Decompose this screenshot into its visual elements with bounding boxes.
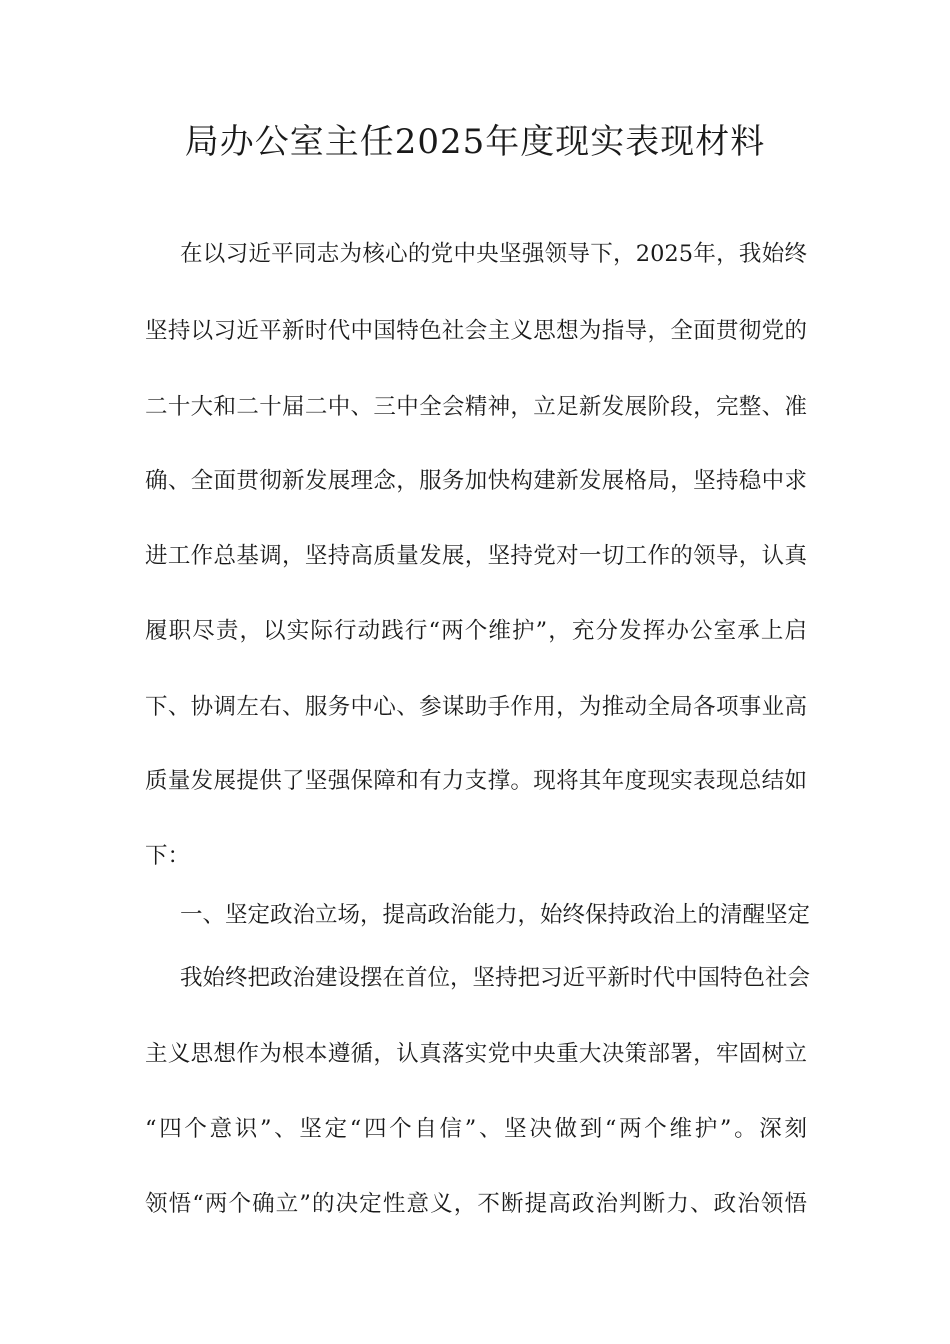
paragraph-1-line: 在以习近平同志为核心的党中央坚强领导下，2025年，我始终 [180,241,807,267]
paragraph-1-line: 下： [145,843,191,869]
paragraph-1-line: 履职尽责，以实际行动践行“两个维护”，充分发挥办公室承上启 [145,618,807,644]
paragraph-2-line: 领悟“两个确立”的决定性意义，不断提高政治判断力、政治领悟 [145,1191,807,1217]
paragraph-1-line: 二十大和二十届二中、三中全会精神，立足新发展阶段，完整、准 [145,394,807,420]
paragraph-1-line: 下、协调左右、服务中心、参谋助手作用，为推动全局各项事业高 [145,694,807,720]
paragraph-2-line: 我始终把政治建设摆在首位，坚持把习近平新时代中国特色社会 [180,965,811,991]
paragraph-1-line: 坚持以习近平新时代中国特色社会主义思想为指导，全面贯彻党的 [145,318,807,344]
paragraph-1-line: 进工作总基调，坚持高质量发展，坚持党对一切工作的领导，认真 [145,543,807,569]
paragraph-1-line: 质量发展提供了坚强保障和有力支撑。现将其年度现实表现总结如 [145,768,807,794]
paragraph-2-line: 主义思想作为根本遵循，认真落实党中央重大决策部署，牢固树立 [145,1041,807,1067]
section-heading-1: 一、坚定政治立场，提高政治能力，始终保持政治上的清醒坚定 [180,902,811,928]
paragraph-2-line: “四个意识”、坚定“四个自信”、坚决做到“两个维护”。深刻 [145,1116,807,1142]
paragraph-1-line: 确、全面贯彻新发展理念，服务加快构建新发展格局，坚持稳中求 [145,468,807,494]
document-title: 局办公室主任2025年度现实表现材料 [184,122,766,162]
